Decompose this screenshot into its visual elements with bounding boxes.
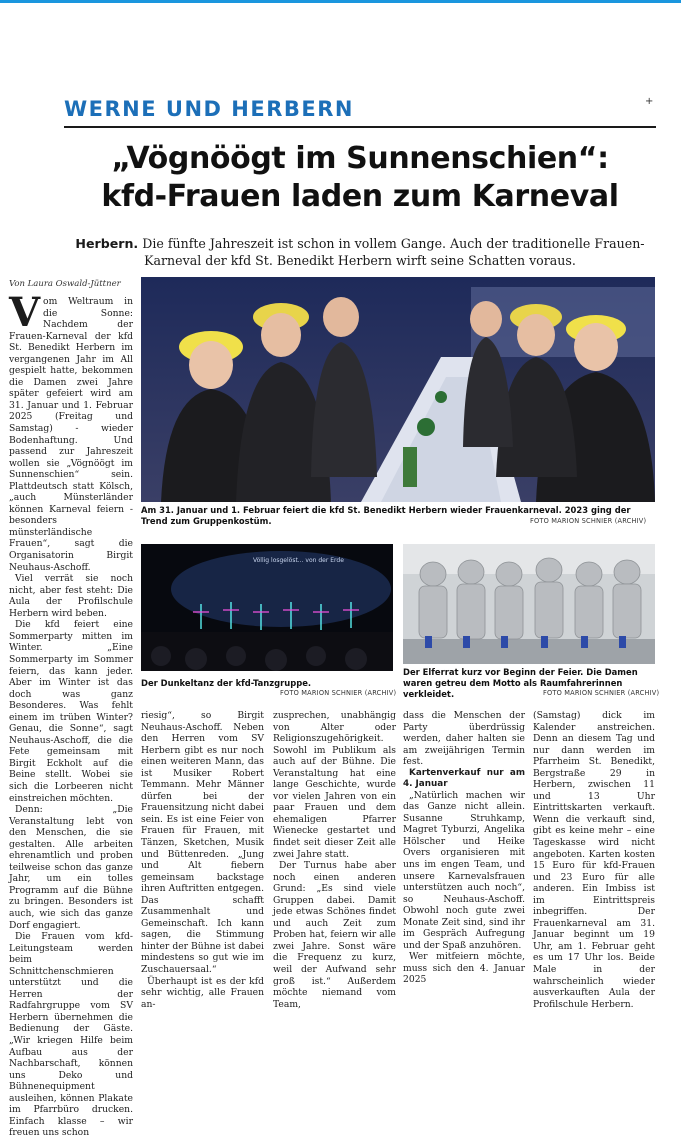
plus-mark: +	[645, 96, 654, 107]
subheading-ticket-sale: Kartenverkauf nur am 4. Januar	[403, 767, 525, 789]
headline-line-1: „Vögnöögt im Sunnenschien“:	[111, 141, 609, 176]
photo-elferrat-image	[403, 544, 655, 664]
photo-elferrat	[403, 544, 655, 664]
col3-paragraph-1: zusprechen, unabhängig von Alter oder Religionszugehörigkeit. Sowohl im Publikum als auch auf der Bühne. Die Veranstaltung hat eine lange Geschichte, wurde vor vielen Jahren von ein paar Frauen und dem ehemaligen Pfarrer Wienecke gestartet und findet seit dieser Zeit alle zwei Jahre statt.	[273, 710, 396, 860]
col4-paragraph-3: Wer mitfeiern möchte, muss sich den 4. Januar 2025	[403, 951, 525, 986]
article-column-5	[533, 710, 655, 1010]
byline: Von Laura Oswald-Jüttner	[9, 279, 121, 289]
paragraph-3: Die kfd feiert eine Sommerparty mitten im Winter. „Eine Sommerparty im Sommer feiern, das kann jeder. Aber im Winter ist das doch was ganz Besonderes. Was fehlt einem im trüben Winter? Genau, die Sonne“, sagt Neuhaus-Aschoff, die die Fete gemeinsam mit Birgit Eckholt auf die Beine stellt. Wobei sie sich die Lorbeeren nicht einstreichen möchten.	[9, 619, 133, 804]
dance-screen-text: Völlig losgelöst... von der Erde	[253, 557, 344, 564]
paragraph-1	[9, 289, 133, 573]
col4-paragraph-2: „Natürlich machen wir das Ganze nicht allein. Susanne Struhkamp, Magret Tyburzi, Angelika Hölscher und Heike Overs organisieren mit uns im engen Team, und unsere Karnevalsfrauen unterstützen auch noch“, so Neuhaus-Aschoff. Obwohl noch gute zwei Monate Zeit sind, sind ihr im Gespräch Aufregung und der Spaß anzuhören.	[403, 789, 525, 951]
col2-paragraph-2: Überhaupt ist es der kfd sehr wichtig, alle Frauen an-	[141, 975, 264, 1010]
lead-place: Herbern.	[75, 236, 139, 251]
photo-group-costume-image	[141, 277, 655, 502]
headline	[64, 140, 656, 216]
photo-dark-dance-image	[141, 544, 393, 671]
col2-paragraph-1: riesig“, so Birgit Neuhaus-Aschoff. Neben den Herren vom SV Herbern gibt es nur noch einen weiteren Mann, das ist Musiker Robert Temmann. Mehr Männer dürfen bei der Frauensitzung nicht dabei sein. Es ist eine Feier von Frauen für Frauen, mit Tänzen, Sketchen, Musik und Büttenreden. „Jung und Alt fiebern gemeinsam backstage ihren Auftritten entgegen. Das schafft Zusammenhalt und Gemeinschaft. Ich kann sagen, die Stimmung hinter der Bühne ist dabei mindestens so gut wie im Zuschauersaal.“	[141, 710, 264, 976]
col4-paragraph-1: dass die Menschen der Party überdrüssig werden, daher halten sie am zweijährigen Termin fest.	[403, 710, 525, 768]
photo-caption-main: Am 31. Januar und 1. Februar feiert die kfd St. Benedikt Herbern wieder Frauenkarneval. 2023 ging der Trend zum Gruppenkostüm.	[141, 505, 631, 526]
col3-paragraph-2: Der Turnus habe aber noch einen anderen Grund: „Es sind viele Gruppen dabei. Damit jede etwas Schönes findet und auch Zeit zum Proben hat, feiern wir alle zwei Jahre. Sonst wäre die Frequenz zu kurz, weil der Aufwand sehr groß ist.“ Außerdem möchte niemand vom Team,	[273, 860, 396, 1010]
photo-caption-elferrat: Der Elferrat kurz vor Beginn der Feier. Die Damen waren getreu dem Motto als Raumfahrerinnen verkleidet.	[403, 667, 638, 699]
article-column-4	[403, 710, 525, 986]
section-rule	[64, 126, 656, 128]
paragraph-5: Die Frauen vom kfd-Leitungsteam werden beim Schnittchenschmieren unterstützt und die Herren der Radfahrgruppe vom SV Herbern übernehmen die Bedienung der Gäste. „Wir kriegen Hilfe beim Aufbau aus der Nachbarschaft, können uns Deko und Bühnenequipment ausleihen, können Plakate im Pfarrbüro drucken. Einfach klasse – wir freuen uns schon	[9, 931, 133, 1139]
photo-group-costume	[141, 277, 655, 502]
lead-text: Die fünfte Jahreszeit ist schon in vollem Gange. Auch der traditionelle Frauen-Karneval der kfd St. Benedikt Herbern wirft seine Schatten voraus.	[142, 236, 645, 268]
photo-dark-dance	[141, 544, 393, 671]
photo-credit-dance: FOTO MARION SCHNIER (ARCHIV)	[280, 689, 397, 697]
lead-paragraph	[64, 235, 656, 269]
section-title: WERNE UND HERBERN	[64, 97, 354, 121]
photo-credit-elferrat: FOTO MARION SCHNIER (ARCHIV)	[543, 689, 660, 697]
article-column-3	[273, 710, 396, 1010]
article-column-1	[9, 289, 133, 1139]
headline-line-2: kfd-Frauen laden zum Karneval	[101, 179, 619, 214]
drop-cap: V	[9, 289, 41, 336]
paragraph-1-text: om Weltraum in die Sonne: Nachdem der Frauen-Karneval der kfd St. Benedikt Herbern im vergangenen Jahr im All gespielt hatte, bekommen die Damen zwei Jahre später gefeiert wird am 31. Januar und 1. Februar 2025 (Freitag und Samstag) - wieder Bodenhaftung. Und passend zur Jahreszeit wollen sie „Vögnöögt im Sunnenschien“ sein. Plattdeutsch statt Kölsch, „auch Münsterländer können Karneval feiern - besonders münsterländische Frauen“, sagt die Organisatorin Birgit Neuhaus-Aschoff.	[9, 296, 133, 573]
article-column-2	[141, 710, 264, 1010]
paragraph-2: Viel verrät sie noch nicht, aber fest steht: Die Aula der Profilschule Herbern wird beben.	[9, 573, 133, 619]
photo-caption-dance: Der Dunkeltanz der kfd-Tanzgruppe.	[141, 678, 312, 688]
top-accent-bar	[0, 0, 681, 3]
col5-paragraph-1: (Samstag) dick im Kalender anstreichen. Denn an diesem Tag und nur dann werden im Pfarrheim St. Benedikt, Bergstraße 29 in Herbern, zwischen 11 und 13 Uhr Eintrittskarten verkauft. Wenn die verkauft sind, gibt es keine mehr – eine Tageskasse wird nicht angeboten. Karten kosten 15 Euro für kfd-Frauen und 23 Euro für alle anderen. Ein Imbiss ist im Eintrittspreis inbegriffen. Der Frauenkarneval am 31. Januar beginnt um 19 Uhr, am 1. Februar geht es um 17 Uhr los. Beide Male in der wahrscheinlich wieder ausverkauften Aula der Profilschule Herbern.	[533, 710, 655, 1010]
photo-credit-main: FOTO MARION SCHNIER (ARCHIV)	[530, 517, 647, 525]
paragraph-4: Denn: „Die Veranstaltung lebt von den Menschen, die sie gestalten. Alle arbeiten ehrenamtlich und proben teilweise schon das ganze Jahr, um ein tolles Programm auf die Bühne zu bringen. Besonders ist auch, wie sich das ganze Dorf engagiert.	[9, 804, 133, 931]
